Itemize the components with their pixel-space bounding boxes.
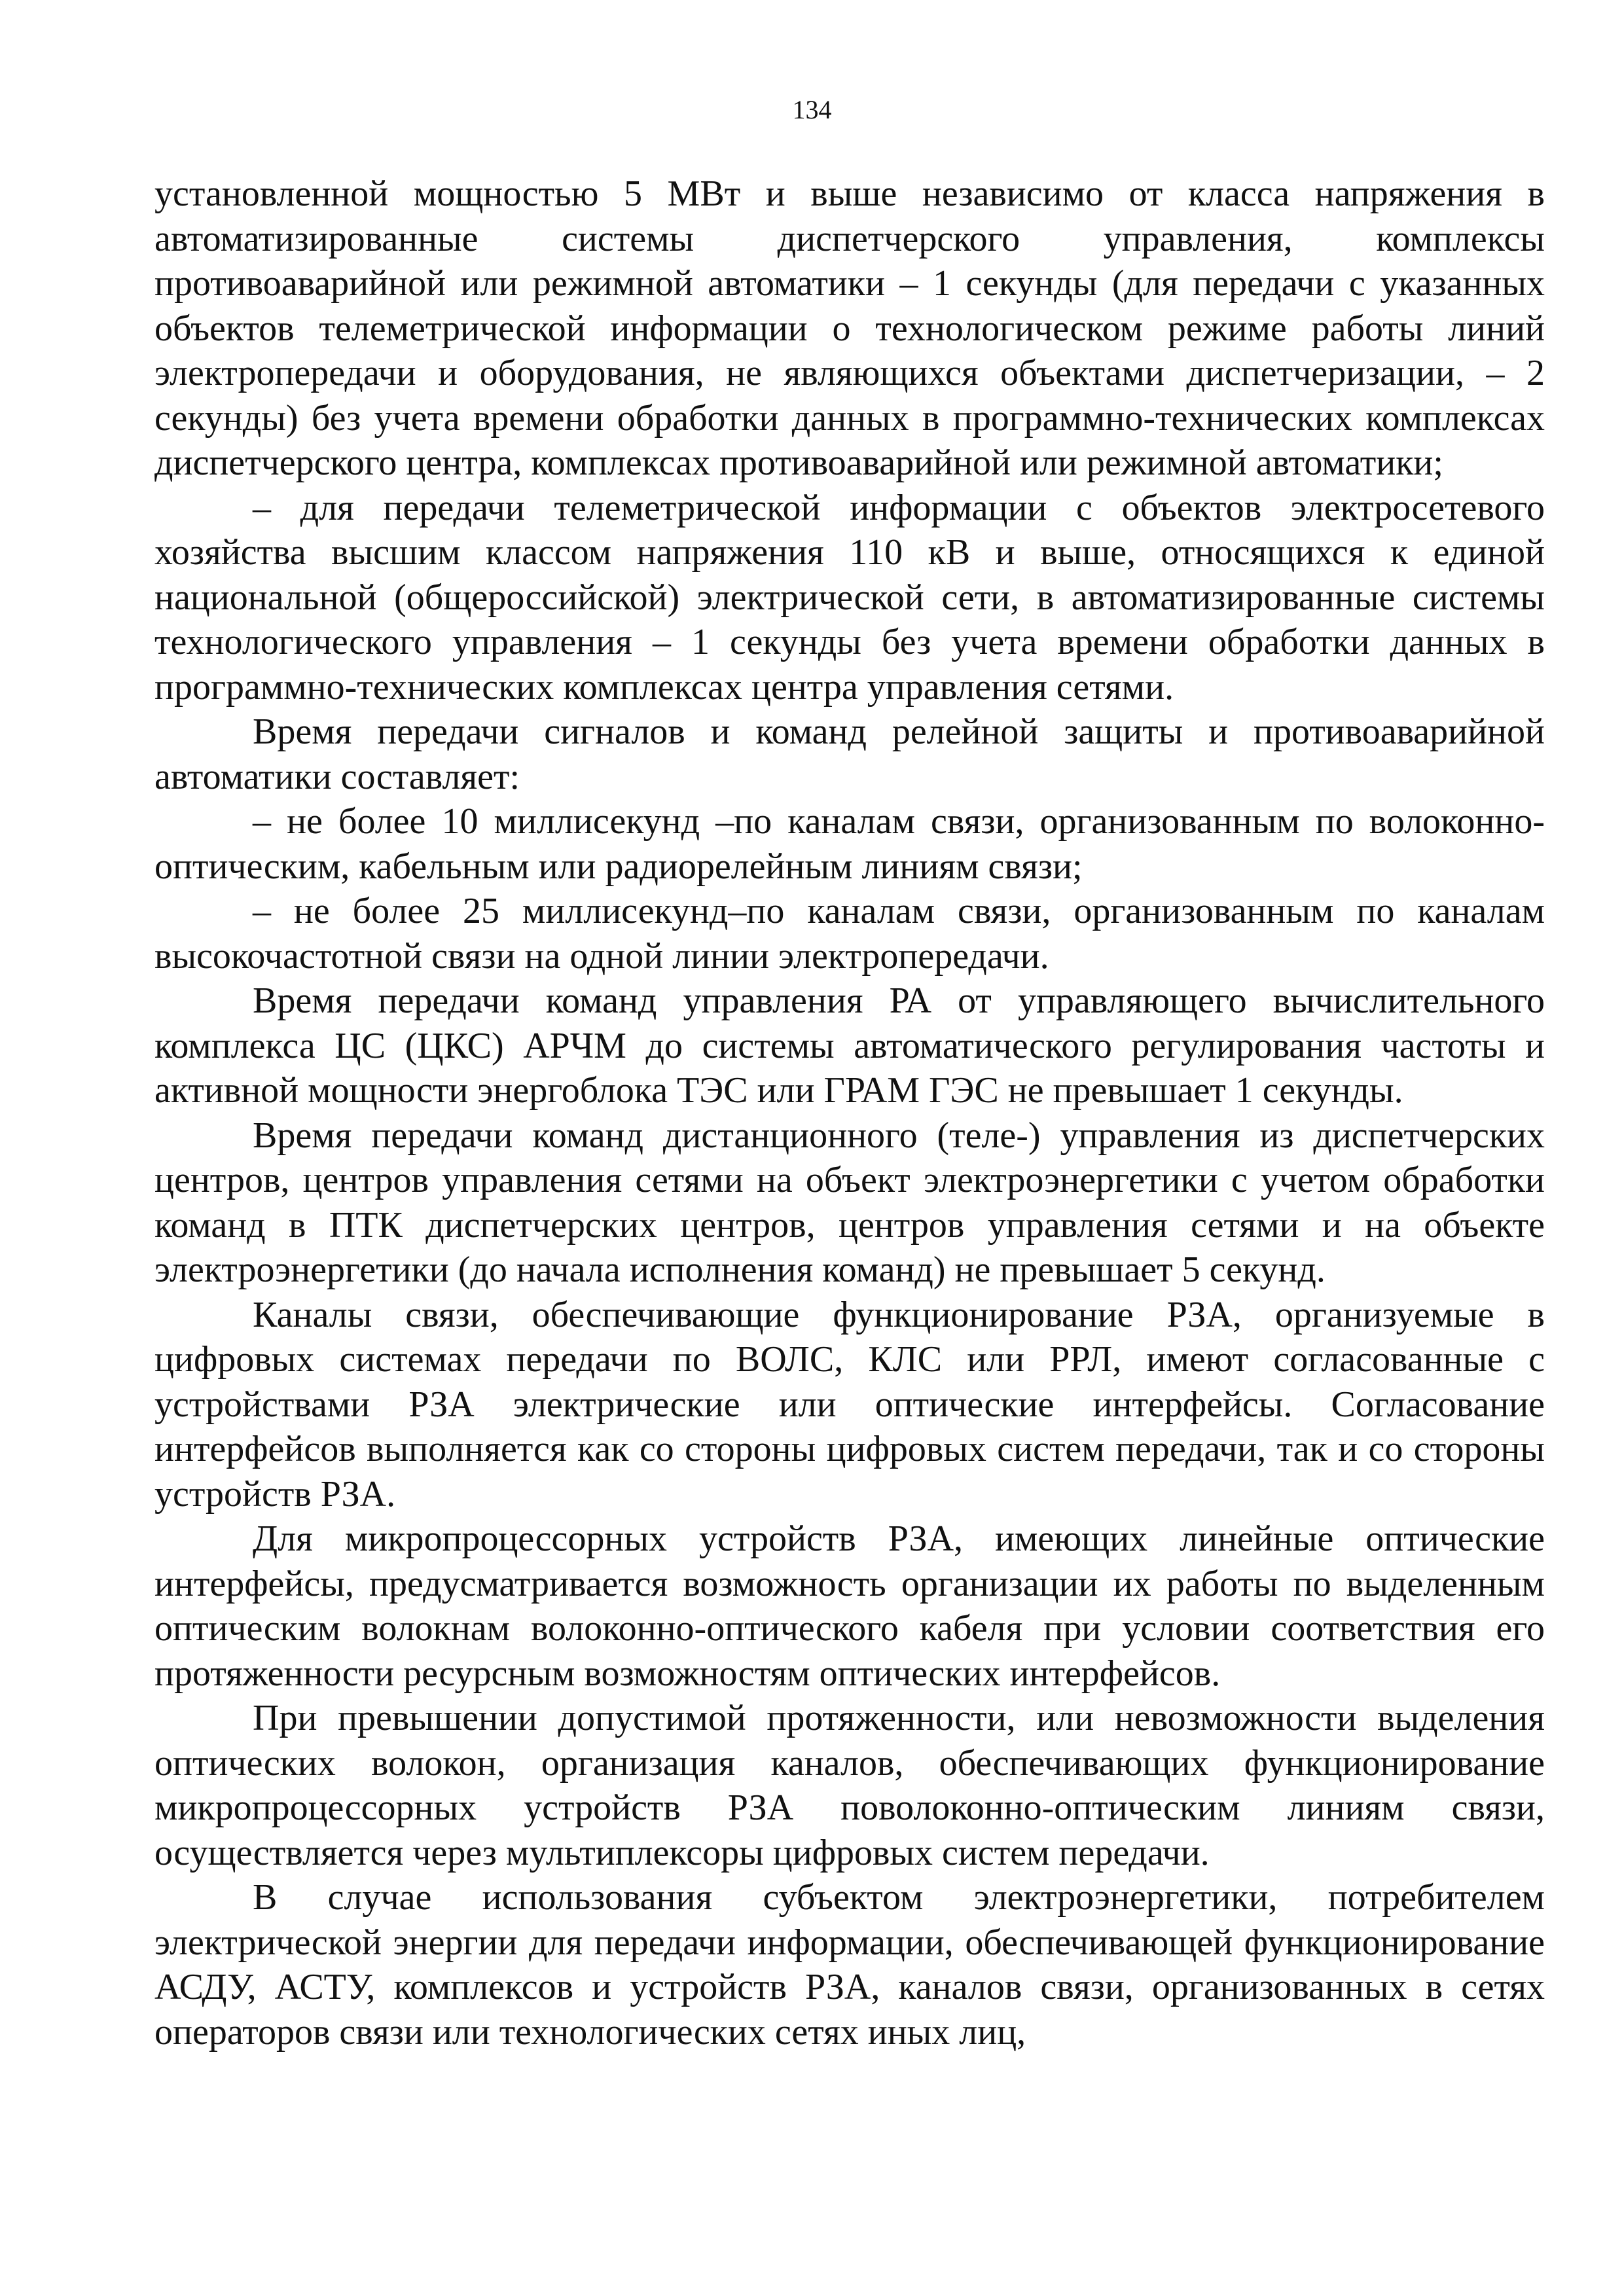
paragraph-signal-time-hf: – не более 25 миллисекунд–по каналам связи, организованным по каналам высокочастотной связи на одной линии электропередачи.: [154, 891, 1545, 977]
paragraph-telemetry-grid: – для передачи телеметрической информации с объектов электросетевого хозяйства высшим классом напряжения 110 кВ и выше, относящихся к единой национальной (общероссийской) электрической сети, в автоматизированные системы технологического управления – 1 секунды без учета времени обработки данных в программно-технических комплексах центра управления сетями.: [154, 487, 1545, 708]
paragraph-multiplexers: При превышении допустимой протяженности, или невозможности выделения оптических волокон, организация каналов, обеспечивающих функционирование микропроцессорных устройств РЗА поволоконно-оптическим линиям связи, осуществляется через мультиплексоры цифровых систем передачи.: [154, 1698, 1545, 1873]
document-body: [154, 171, 1545, 2054]
page-number: 134: [792, 95, 832, 124]
paragraph-remote-control: Время передачи команд дистанционного (теле-) управления из диспетчерских центров, центров управления сетями на объект электроэнергетики с учетом обработки команд в ПТК диспетчерских центров, центров управления сетями и на объекте электроэнергетики (до начала исполнения команд) не превышает 5 секунд.: [154, 1115, 1545, 1290]
paragraph-rza-channels: Каналы связи, обеспечивающие функционирование РЗА, организуемые в цифровых системах передачи по ВОЛС, КЛС или РРЛ, имеют согласованные с устройствами РЗА электрические или оптические интерфейсы. Согласование интерфейсов выполняется как со стороны цифровых систем передачи, так и со стороны устройств РЗА.: [154, 1294, 1545, 1515]
paragraph-archm-commands: Время передачи команд управления РА от управляющего вычислительного комплекса ЦС (ЦКС) АРЧМ до системы автоматического регулирования частоты и активной мощности энергоблока ТЭС или ГРАМ ГЭС не превышает 1 секунды.: [154, 980, 1545, 1111]
paragraph-signal-time-intro: Время передачи сигналов и команд релейной защиты и противоаварийной автоматики составляет:: [154, 711, 1545, 797]
paragraph-telemetry-continuation: установленной мощностью 5 МВт и выше независимо от класса напряжения в автоматизированные системы диспетчерского управления, комплексы противоаварийной или режимной автоматики – 1 секунды (для передачи с указанных объектов телеметрической информации о технологическом режиме работы линий электропередачи и оборудования, не являющихся объектами диспетчеризации, – 2 секунды) без учета времени обработки данных в программно-технических комплексах диспетчерского центра, комплексах противоаварийной или режимной автоматики;: [154, 173, 1545, 483]
paragraph-operator-networks: В случае использования субъектом электроэнергетики, потребителем электрической энергии для передачи информации, обеспечивающей функционирование АСДУ, АСТУ, комплексов и устройств РЗА, каналов связи, организованных в сетях операторов связи или технологических сетях иных лиц,: [154, 1877, 1545, 2053]
paragraph-optical-interfaces: Для микропроцессорных устройств РЗА, имеющих линейные оптические интерфейсы, предусматривается возможность организации их работы по выделенным оптическим волокнам волоконно-оптического кабеля при условии соответствия его протяженности ресурсным возможностям оптических интерфейсов.: [154, 1518, 1545, 1694]
paragraph-signal-time-fiber: – не более 10 миллисекунд –по каналам связи, организованным по волоконно-оптическим, кабельным или радиорелейным линиям связи;: [154, 801, 1545, 887]
